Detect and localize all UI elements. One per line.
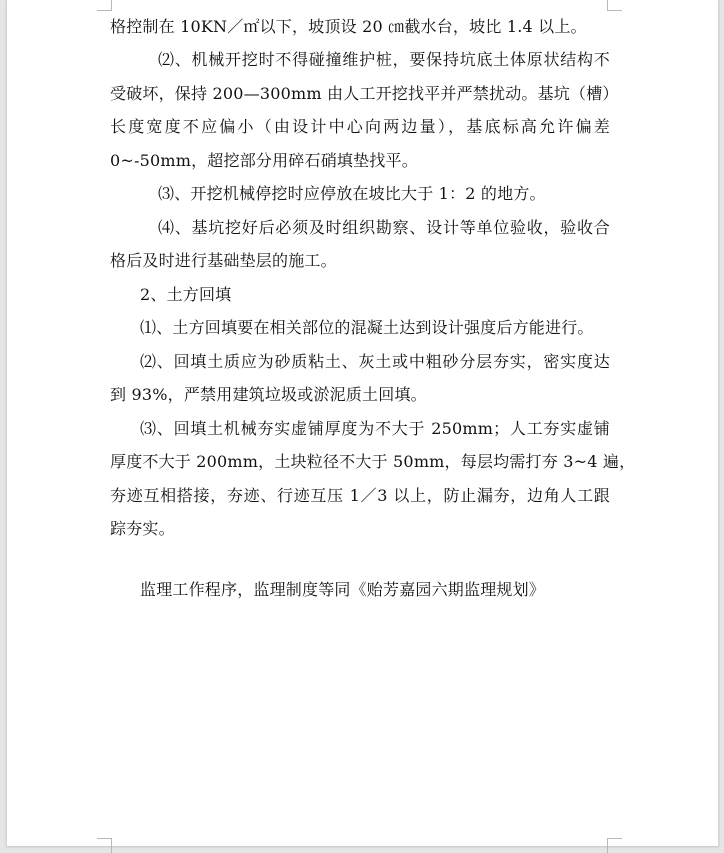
margin-corner-mark — [97, 838, 112, 853]
paragraph-line: 夯迹互相搭接，夯迹、行迹互压 1／3 以上，防止漏夯，边角人工跟 — [110, 486, 610, 505]
paragraph-line: 格控制在 10KN／㎡以下，坡顶设 20 ㎝截水台，坡比 1.4 以上。 — [110, 17, 587, 36]
margin-corner-mark — [97, 0, 112, 11]
paragraph-line: ⑴、土方回填要在相关部位的混凝土达到设计强度后方能进行。 — [140, 318, 594, 337]
paragraph-line: ⑶、回填土机械夯实虚铺厚度为不大于 250mm；人工夯实虚铺 — [140, 419, 610, 438]
closing-note: 监理工作程序，监理制度等同《贻芳嘉园六期监理规划》 — [140, 580, 546, 599]
paragraph-line: 长度宽度不应偏小（由设计中心向两边量），基底标高允许偏差 — [110, 117, 610, 136]
section-heading: 2、土方回填 — [140, 285, 232, 304]
paragraph-line: 厚度不大于 200mm，土块粒径不大于 50mm，每层均需打夯 3~4 遍， — [110, 452, 636, 471]
paragraph-line: ⑶、开挖机械停挖时应停放在坡比大于 1：2 的地方。 — [158, 184, 546, 203]
paragraph-line: ⑵、机械开挖时不得碰撞维护桩，要保持坑底土体原状结构不 — [158, 50, 610, 69]
paragraph-line: 到 93%，严禁用建筑垃圾或淤泥质土回填。 — [110, 385, 427, 404]
paragraph-line: 0~-50mm，超挖部分用碎石硝填垫找平。 — [110, 151, 418, 170]
margin-corner-mark — [607, 838, 622, 853]
paragraph-line: ⑷、基坑挖好后必须及时组织勘察、设计等单位验收，验收合 — [158, 218, 610, 237]
margin-corner-mark — [607, 0, 622, 11]
paragraph-line: 受破坏，保持 200—300mm 由人工开挖找平并严禁扰动。基坑（槽） — [110, 84, 619, 103]
paragraph-line: ⑵、回填土质应为砂质粘土、灰土或中粗砂分层夯实，密实度达 — [140, 352, 610, 371]
paragraph-line: 格后及时进行基础垫层的施工。 — [110, 251, 337, 270]
paragraph-line: 踪夯实。 — [110, 519, 175, 538]
